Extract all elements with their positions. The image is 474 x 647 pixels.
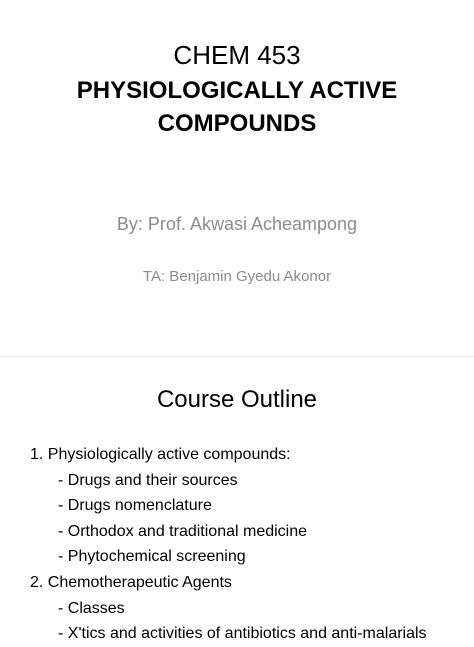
outline-item: 2. Chemotherapeutic Agents [30, 573, 232, 591]
course-code: CHEM 453 [173, 40, 301, 70]
outline-item: 1. Physiologically active compounds: [30, 446, 291, 463]
slide-divider [0, 356, 474, 357]
outline-subitem: - Classes [58, 599, 125, 617]
outline-subitem: - Orthodox and traditional medicine [58, 522, 308, 540]
outline-subitem: - Drugs and their sources [58, 471, 238, 489]
course-title-line-1: PHYSIOLOGICALLY ACTIVE [76, 77, 398, 104]
ta-line: TA: Benjamin Gyedu Akonor [142, 268, 332, 285]
outline-title: Course Outline [156, 386, 318, 413]
author-line: By: Prof. Akwasi Acheampong [116, 214, 358, 234]
outline-list [0, 442, 474, 643]
course-title-line-2: COMPOUNDS [157, 110, 317, 137]
outline-subitem: - X'tics and activities of antibiotics and anti-malarials [58, 625, 427, 643]
course-title [40, 74, 434, 140]
outline-subitem: - Phytochemical screening [58, 548, 246, 566]
outline-subitem: - Drugs nomenclature [58, 497, 212, 515]
